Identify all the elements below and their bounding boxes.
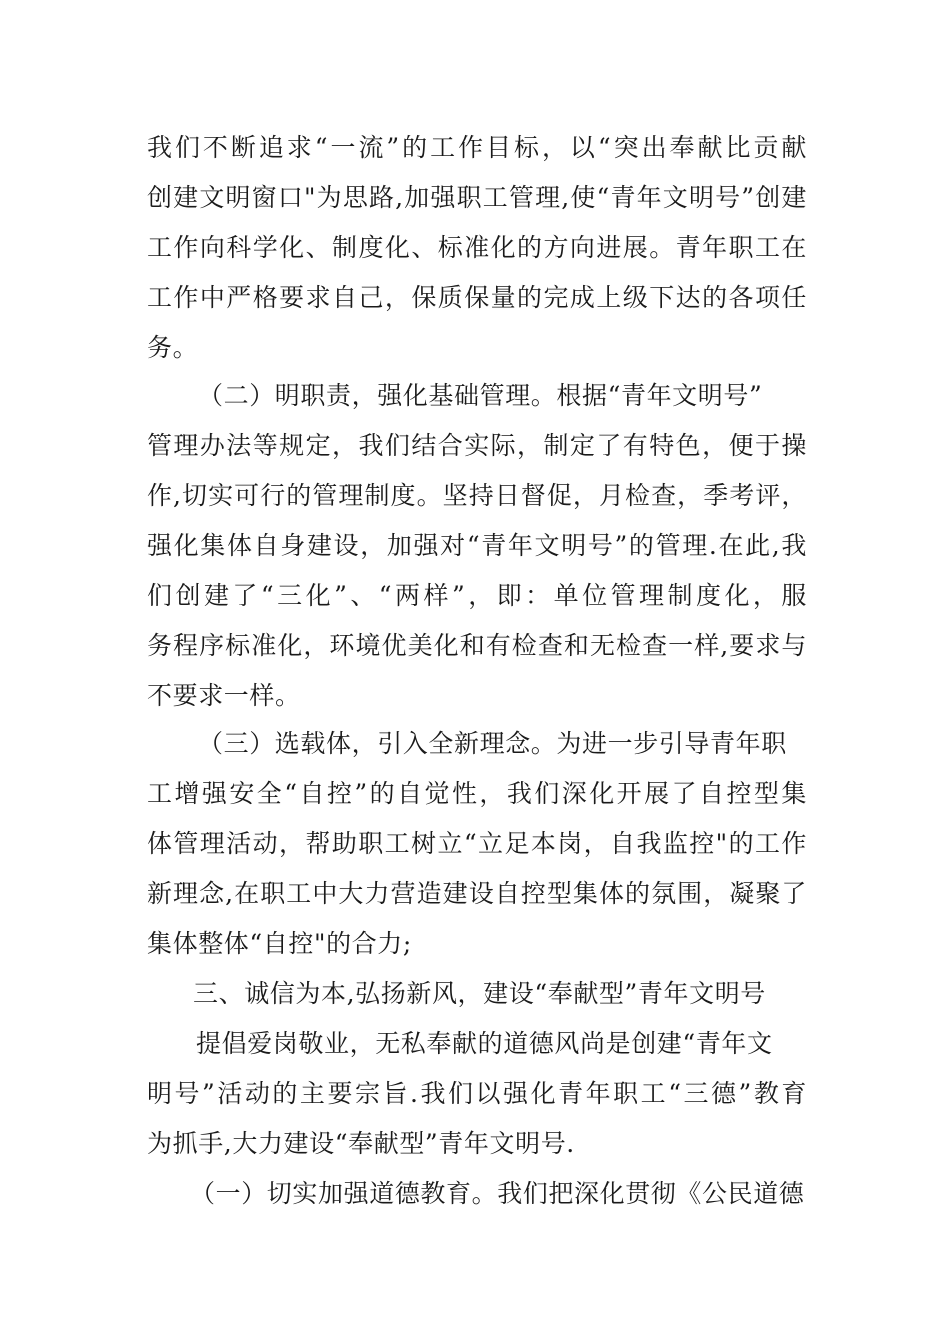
paragraph-line: 强化集体自身建设，加强对“青年文明号”的管理.在此,我 [147,531,807,560]
paragraph-line: 体管理活动，帮助职工树立“立足本岗，自我监控"的工作 [147,829,807,858]
paragraph-line: 集体整体“自控"的合力; [147,929,412,958]
paragraph-line: 新理念,在职工中大力营造建设自控型集体的氛围，凝聚了 [147,879,807,908]
paragraph-line: 作,切实可行的管理制度。坚持日督促，月检查，季考评， [147,481,807,510]
paragraph-line: 务程序标准化，环境优美化和有检查和无检查一样,要求与 [147,631,807,660]
section-heading-line: 三、诚信为本,弘扬新风，建设“奉献型”青年文明号 [193,979,766,1008]
paragraph-line: 明号”活动的主要宗旨.我们以强化青年职工“三德”教育 [147,1079,807,1108]
paragraph-line: 们创建了“三化”、“两样”，即：单位管理制度化，服 [147,581,807,610]
paragraph-line: 工增强安全“自控”的自觉性，我们深化开展了自控型集 [147,779,807,808]
paragraph-line: 为抓手,大力建设“奉献型”青年文明号. [147,1129,575,1158]
section-heading-line: （一）切实加强道德教育。我们把深化贯彻《公民道德 [190,1179,805,1208]
paragraph-line: 工作向科学化、制度化、标准化的方向进展。青年职工在 [147,233,807,262]
paragraph-line: 我们不断追求“一流”的工作目标，以“突出奉献比贡献 [147,133,807,162]
paragraph-line: 务。 [147,333,199,362]
paragraph-line: 工作中严格要求自己，保质保量的完成上级下达的各项任 [147,283,807,312]
paragraph-line: 管理办法等规定，我们结合实际，制定了有特色，便于操 [147,431,807,460]
paragraph-line: 创建文明窗口"为思路,加强职工管理,使“青年文明号”创建 [147,183,807,212]
paragraph-line: 提倡爱岗敬业，无私奉献的道德风尚是创建“青年文 [196,1029,773,1058]
section-heading-line: （三）选载体，引入全新理念。为进一步引导青年职 [198,729,787,758]
section-heading-line: （二）明职责，强化基础管理。根据“青年文明号” [198,381,763,410]
paragraph-line: 不要求一样。 [147,681,301,710]
